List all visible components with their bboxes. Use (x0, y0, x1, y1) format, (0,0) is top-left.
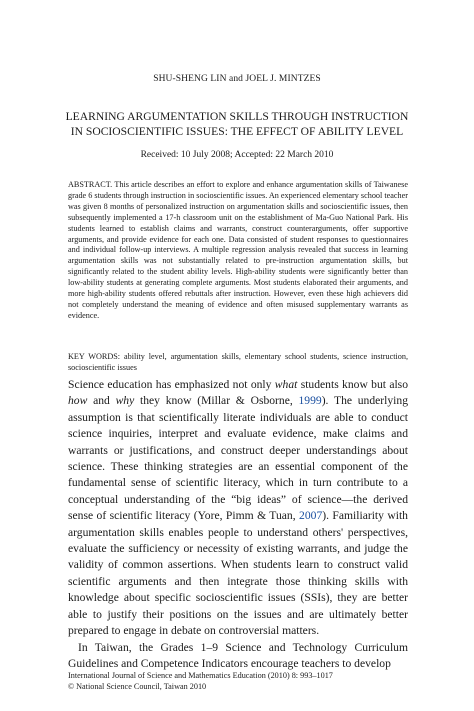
emphasis-how: how (68, 394, 88, 408)
body-text-span: students know but also (297, 378, 408, 391)
citation-link-2007[interactable]: 2007 (299, 509, 323, 523)
citation-link-1999[interactable]: 1999 (298, 394, 322, 408)
body-text (68, 377, 408, 672)
journal-citation: International Journal of Science and Mathematics Education (2010) 8: 993–1017 (68, 671, 333, 680)
body-paragraph-2: In Taiwan, the Grades 1–9 Science and Technology Curriculum Guidelines and Competence Indicators encourage teachers to develop (68, 640, 408, 670)
copyright-icon: © (68, 682, 75, 691)
body-text-span: ). Familiarity with argumentation skills enables people to understand others' perspectives, evaluate the sufficiency or necessity of existing warrants, and judge the validity of common assertions. When students learn to construct valid scientific arguments and then integrate those thinking skills with knowledge about specific socioscientific issues (SSIs), they are better able to justify their positions on the issues and are ultimately better prepared to engage in debate on controversial matters. (68, 509, 408, 638)
body-text-span: and (87, 394, 116, 408)
body-text-span: they know (Millar & Osborne, (134, 394, 299, 408)
emphasis-what: what (274, 378, 298, 391)
article-title (40, 109, 434, 139)
abstract-label: ABSTRACT. (68, 180, 113, 189)
article-title-line-1: LEARNING ARGUMENTATION SKILLS THROUGH INSTRUCTION (65, 110, 409, 123)
abstract (68, 180, 408, 322)
abstract-text: This article describes an effort to explore and enhance argumentation skills of Taiwanese grade 6 students through instruction in socioscientific issues. An experienced elementary school teacher was given 8 months of personalized instruction on argumentation skills and socioscientific issues, then subsequently implemented a 17-h classroom unit on the establishment of Ma-Guo National Park. His students learned to establish claims and warrants, construct counterarguments, offer supportive arguments, and provide evidence for each one. Data consisted of student responses to questionnaires and individual follow-up interviews. A multiple regression analysis revealed that success in learning argumentation skills was not substantially related to pre-instruction argumentation skills, but significantly related to the student ability levels. High-ability students were significantly better than low-ability students at generating complete arguments. Most students elaborated their arguments, and more high-ability students offered rebuttals after instruction. However, even these high achievers did not completely understand the meaning of evidence and often misused supplementary warrants as evidence. (68, 180, 409, 320)
author-line: SHU-SHENG LIN and JOEL J. MINTZES (153, 74, 321, 84)
received-accepted-dates: Received: 10 July 2008; Accepted: 22 March 2010 (140, 150, 334, 160)
body-paragraph-1 (68, 377, 408, 640)
article-title-line-2: IN SOCIOSCIENTIFIC ISSUES: THE EFFECT OF ABILITY LEVEL (70, 125, 404, 138)
keywords (68, 352, 408, 374)
journal-footer (68, 670, 408, 692)
emphasis-why: why (115, 394, 135, 408)
keywords-text: ability level, argumentation skills, elementary school students, science instruction, socioscientific issues (68, 352, 409, 372)
keywords-label: KEY WORDS: (68, 352, 121, 361)
copyright-text: National Science Council, Taiwan 2010 (76, 682, 207, 691)
body-text-span: Science education has emphasized not only (68, 378, 275, 391)
body-text-span: ). The underlying assumption is that scientifically literate individuals are able to conduct science inquiries, interpret and evaluate evidence, make claims and warrants or justifications, and construct deeper understandings about science. These thinking strategies are an essential component of the fundamental sense of scientific literacy, which in turn contribute to a conceptual understanding of the “big ideas” of science—the derived sense of scientific literacy (Yore, Pimm & Tuan, (68, 394, 408, 523)
copyright-line (68, 681, 408, 692)
